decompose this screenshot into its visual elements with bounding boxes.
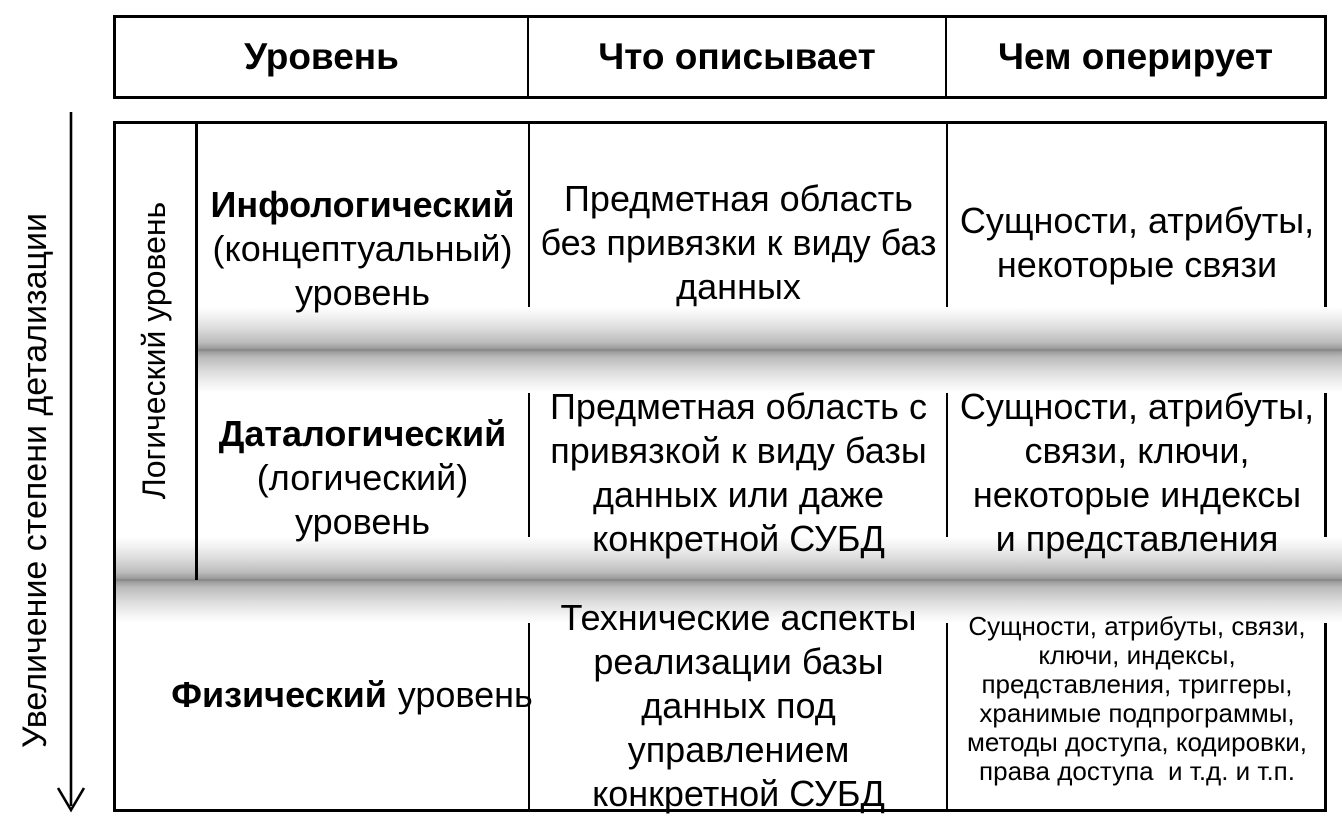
row3-describes-cell — [531, 580, 946, 814]
row3-operates-line: Сущности, атрибуты, связи, — [968, 610, 1306, 641]
row2-describes-line: Предметная область с — [550, 386, 927, 427]
row2-describes-line: привязкой к виду базы — [550, 430, 927, 471]
row3-operates-line: права доступа и т.д. и т.п. — [979, 755, 1295, 786]
row2-operates-cell — [949, 350, 1325, 580]
row3-operates-line: ключи, индексы, — [1038, 639, 1236, 670]
row1-operates-line: Сущности, атрибуты, — [959, 199, 1315, 241]
row1-describes-cell — [531, 121, 946, 350]
header-col-describes: Что описывает — [529, 18, 947, 96]
row2-operates-line: некоторые индексы — [972, 474, 1302, 515]
row2-level-cell — [197, 350, 528, 580]
row2-operates-line: связи, ключи, — [1024, 430, 1250, 471]
header-col-level: Уровень — [116, 18, 529, 96]
detail-axis-label: Увеличение степени детализации — [15, 212, 54, 748]
row1-operates-line: некоторые связи — [996, 243, 1278, 285]
row2-operates-line: Сущности, атрибуты, — [959, 386, 1315, 427]
row1-level-word: уровень — [294, 271, 431, 313]
table-divider-col-c — [946, 121, 948, 812]
row3-operates-line: хранимые подпрограммы, — [979, 697, 1295, 728]
row3-describes-line: реализации базы — [593, 640, 884, 682]
row3-level-word: уровень — [397, 673, 533, 715]
row2-describes-line: конкретной СУБД — [592, 518, 885, 559]
row1-describes-line: Предметная область — [564, 177, 913, 219]
row3-operates-cell — [949, 580, 1325, 809]
row1-describes-line: без привязки к виду баз — [540, 221, 937, 263]
row3-operates-line: методы доступа, кодировки, — [967, 726, 1307, 757]
row3-describes-line: Технические аспекты — [560, 596, 917, 638]
row2-level-alt: (логический) — [256, 457, 469, 498]
row2-describes-cell — [531, 350, 946, 580]
row1-level-name: Инфологический — [210, 183, 515, 225]
row1-level-cell — [197, 121, 528, 350]
header-col-operates: Чем оперирует — [997, 36, 1274, 77]
row3-describes-line: управлением — [627, 728, 850, 770]
detail-axis-label-cell — [2, 150, 68, 810]
row2-level-word: уровень — [294, 501, 431, 542]
row3-level-cell — [116, 580, 533, 809]
row3-level-name: Физический — [171, 673, 387, 715]
logical-group-label-cell — [116, 121, 194, 580]
row2-operates-line: и представления — [995, 518, 1279, 559]
row1-describes-line: данных — [676, 265, 801, 307]
row3-operates-line: представления, триггеры, — [981, 668, 1293, 699]
header-row — [113, 15, 1327, 99]
row2-level-name: Даталогический — [218, 413, 507, 454]
row3-describes-line: конкретной СУБД — [592, 772, 885, 814]
row2-describes-line: данных или даже — [592, 474, 885, 515]
row3-describes-line: данных под — [641, 684, 836, 726]
row1-level-alt: (концептуальный) — [212, 227, 513, 269]
logical-group-label: Логический уровень — [136, 201, 173, 500]
row3-level-name-line — [111, 629, 532, 761]
row1-operates-cell — [949, 121, 1325, 350]
